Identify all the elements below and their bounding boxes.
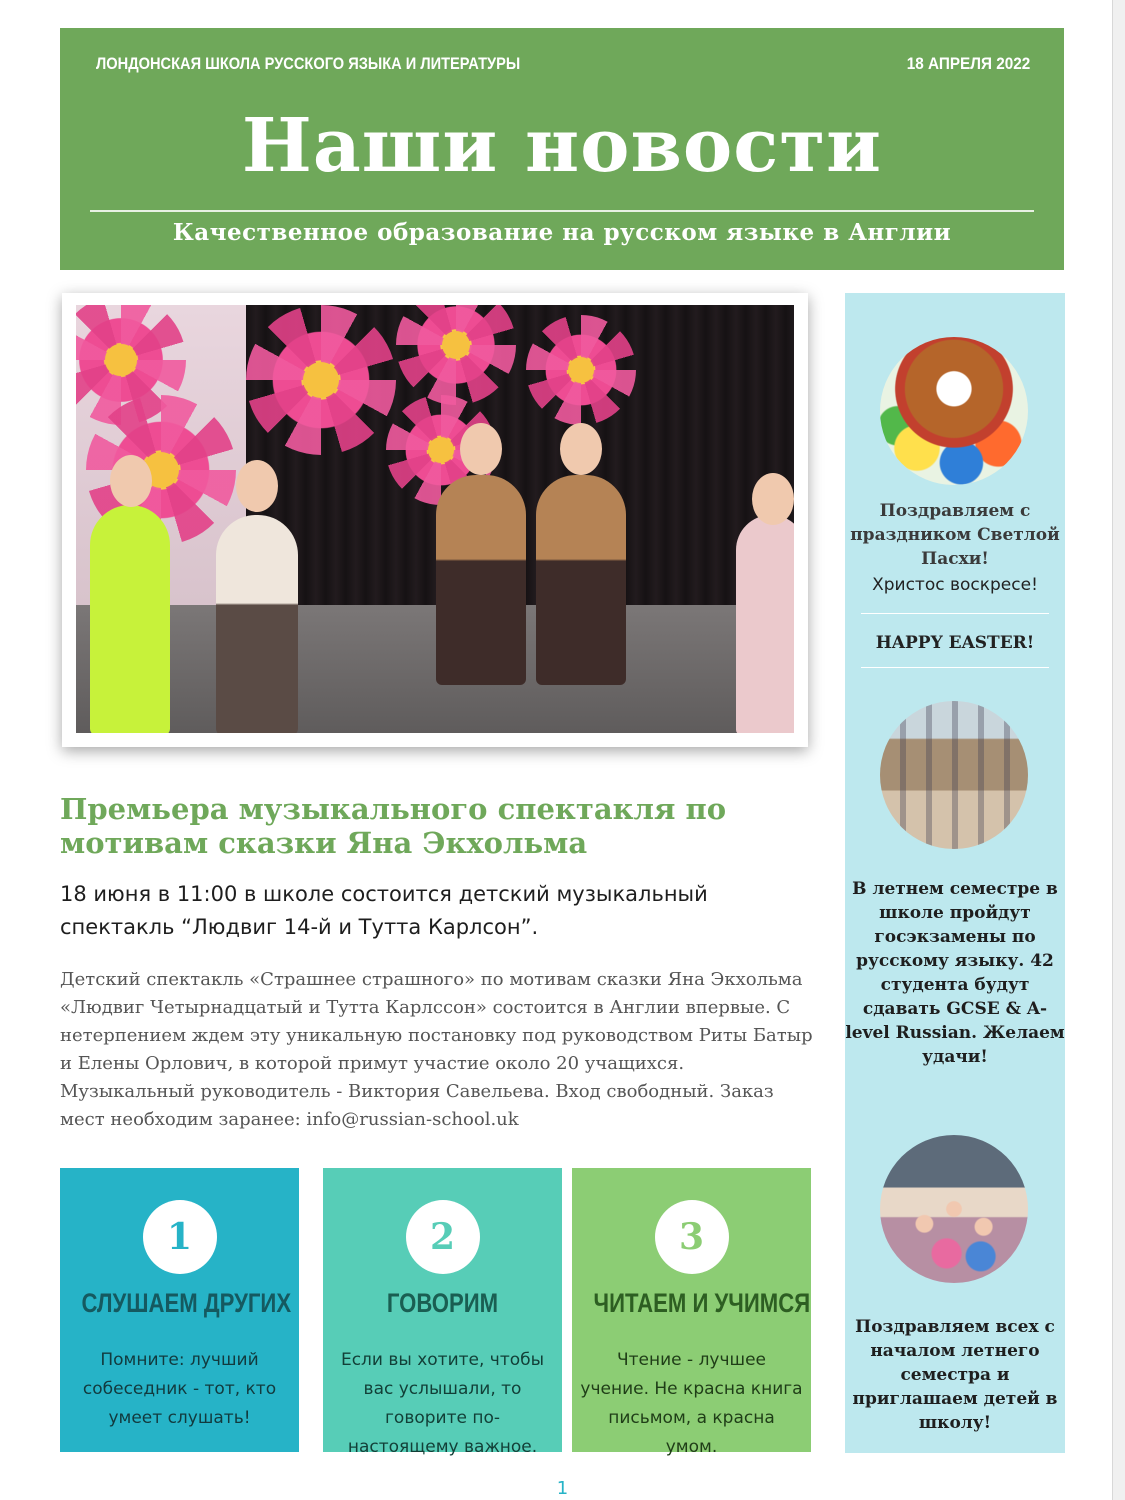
summer-term-greeting: Поздравляем всех с началом летнего семестра и приглашаем детей в школу! — [852, 1317, 1058, 1433]
school-name: ЛОНДОНСКАЯ ШКОЛА РУССКОГО ЯЗЫКА И ЛИТЕРАТУРЫ — [96, 54, 521, 73]
newsletter-tagline: Качественное образование на русском языке в Англии — [172, 219, 952, 246]
exams-announcement: В летнем семестре в школе пройдут госэкзамены по русскому языку. 42 студента будут сдавать GCSE & A-level Russian. Желаем удачи! — [845, 879, 1065, 1067]
easter-greeting: Поздравляем с праздником Светлой Пасхи! — [850, 501, 1060, 569]
easter-greeting-sub: Христос воскресе! — [872, 575, 1038, 595]
tip-number-badge: 1 — [143, 1200, 217, 1274]
tip-card-reading — [572, 1168, 811, 1457]
tip-text: Чтение - лучшее учение. Не красна книга письмом, а красна умом. — [580, 1350, 803, 1457]
tip-title: СЛУШАЕМ ДРУГИХ — [81, 1288, 292, 1318]
performer-head — [460, 423, 502, 475]
performer-bear-costume — [536, 475, 626, 685]
paper-flower-decoration — [526, 315, 636, 425]
paper-flower-decoration — [246, 305, 396, 455]
performer-head — [560, 423, 602, 475]
children-group-photo — [880, 1135, 1028, 1283]
masthead — [60, 28, 1064, 270]
tip-card-speaking — [323, 1168, 562, 1457]
tip-number-badge: 2 — [406, 1200, 480, 1274]
easter-cake-photo — [880, 337, 1028, 485]
tip-number-badge: 3 — [655, 1200, 729, 1274]
tip-text: Если вы хотите, чтобы вас услышали, то говорите по-настоящему важное. — [340, 1350, 545, 1457]
performance-photo — [76, 305, 794, 733]
sidebar-divider — [861, 613, 1049, 614]
article-headline: Премьера музыкального спектакля по мотивам сказки Яна Экхольма — [60, 792, 727, 860]
sidebar-divider — [861, 667, 1049, 668]
performer-yellow-costume — [90, 505, 170, 733]
exam-classroom-photo — [880, 701, 1028, 849]
performer-bear-costume — [436, 475, 526, 685]
performer-head — [236, 460, 278, 512]
tip-card-listening — [60, 1168, 299, 1452]
sidebar — [845, 293, 1065, 1453]
performer-head — [110, 455, 152, 507]
article-body: Детский спектакль «Страшнее страшного» по мотивам сказки Яна Экхольма «Людвиг Четырнадцатый и Тутта Карлссон» состоится в Англии впервые. С нетерпением ждем эту уникальную постановку под руководством Риты Батыр и Елены Орлович, в которой примут участие около 20 учащихся. Музыкальный руководитель - Виктория Савельева. Вход свободный. Заказ мест необходим заранее: info@russian-school.uk — [60, 969, 813, 1130]
tip-title: ГОВОРИМ — [386, 1288, 499, 1318]
photo-floor — [76, 605, 794, 733]
newsletter-title: Наши новости — [241, 103, 883, 189]
performer-pink-dress — [736, 515, 794, 733]
tip-text: Помните: лучший собеседник - тот, кто умеет слушать! — [82, 1350, 277, 1428]
main-photo-frame — [62, 293, 808, 747]
performer-head — [752, 473, 794, 525]
happy-easter-label: HAPPY EASTER! — [875, 633, 1035, 653]
performer-beige-cardigan — [216, 515, 298, 733]
masthead-divider — [90, 210, 1034, 212]
issue-date: 18 АПРЕЛЯ 2022 — [906, 54, 1030, 73]
page-number: 1 — [556, 1478, 569, 1499]
page-edge — [1112, 0, 1125, 1500]
article-lede: 18 июня в 11:00 в школе состоится детский музыкальный спектакль “Людвиг 14-й и Тутта Карлсон”. — [60, 882, 708, 939]
tip-title: ЧИТАЕМ И УЧИМСЯ — [593, 1288, 811, 1318]
